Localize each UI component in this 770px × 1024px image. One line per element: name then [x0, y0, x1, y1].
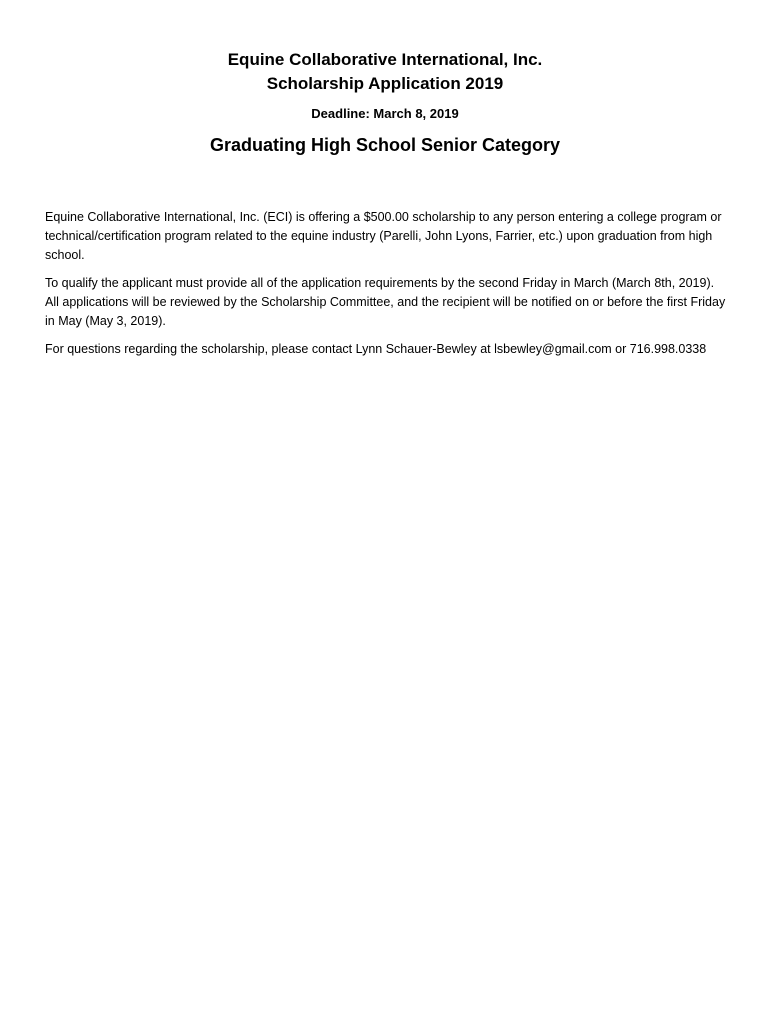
organization-name: Equine Collaborative International, Inc. [227, 50, 543, 69]
application-title: Scholarship Application 2019 [266, 74, 504, 93]
contact-paragraph: For questions regarding the scholarship, please contact Lynn Schauer-Bewley at lsbewley@gmail.com or 716.998.0338 [45, 342, 707, 356]
document-body [45, 208, 730, 368]
intro-paragraph: Equine Collaborative International, Inc. (ECI) is offering a $500.00 scholarship to any person entering a college program or technical/certification program related to the equine industry (Parelli, John Lyons, Farrier, etc.) upon graduation from high school. [45, 210, 722, 262]
document-header [0, 48, 770, 157]
category-heading: Graduating High School Senior Category [209, 135, 561, 155]
qualification-paragraph: To qualify the applicant must provide all of the application requirements by the second Friday in March (March 8th, 2019). All applications will be reviewed by the Scholarship Committee, and the recipient will be notified on or before the first Friday in May (May 3, 2019). [45, 276, 726, 328]
deadline-text: Deadline: March 8, 2019 [311, 106, 459, 121]
